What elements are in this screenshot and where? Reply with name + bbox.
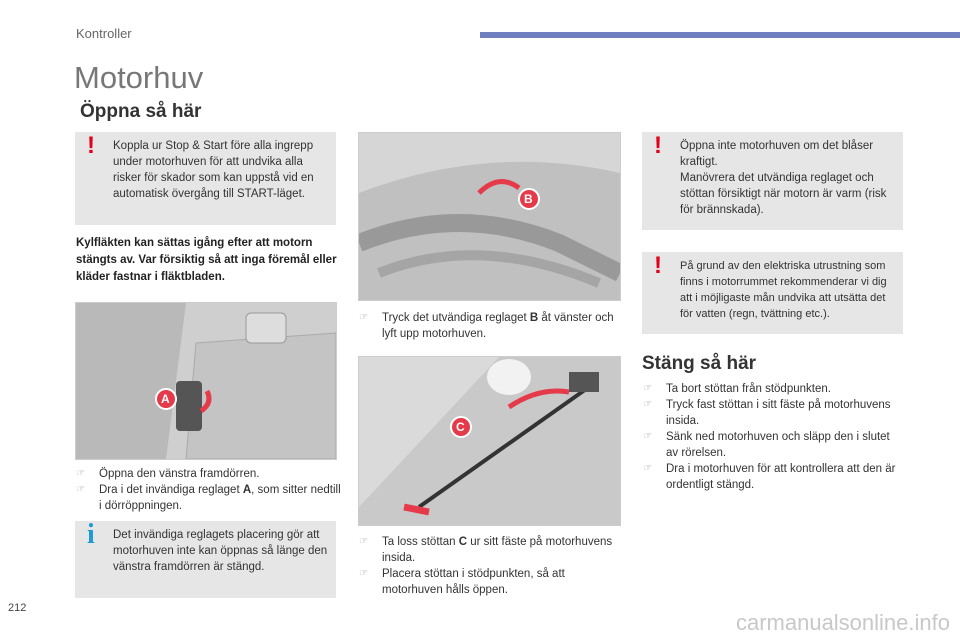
warning-icon: ! [654,252,662,279]
steps-c-list [359,534,619,598]
step-item [359,566,619,598]
step-text: Dra i motorhuven för att kontrollera att den är ordentligt stängd. [666,463,896,491]
watermark: carmanualsonline.info [735,610,950,635]
image-hood-stay [358,356,621,526]
steps-a-list [76,466,341,514]
close-steps-list [643,381,905,493]
section-header: Kontroller [76,26,132,41]
label-c: C [456,420,465,434]
hand-bullet-icon: ☞ [643,399,652,410]
step-item [76,466,341,482]
image-interior-lever [75,302,337,460]
step-item [359,310,619,342]
step-text: Sänk ned motorhuven och släpp den i slutet av rörelsen. [666,431,890,459]
warning-text: Manövrera det utvändiga reglaget och stöttan försiktigt när motorn är varm (risk för brännskada). [680,172,887,216]
step-item [643,429,905,461]
step-item [643,381,905,397]
warning-text: Koppla ur Stop & Start före alla ingrepp under motorhuven för att undvika alla risker för skador som kan uppstå vid en automatisk övergång till START-läget. [113,140,314,200]
step-text: ur sitt fäste på motorhuvens insida. [382,536,613,564]
step-text: Dra i det invändiga reglaget [99,484,243,496]
step-text: Öppna den vänstra framdörren. [99,468,260,480]
step-text: Tryck det utvändiga reglaget [382,312,530,324]
page-number: 212 [8,602,27,614]
info-icon: i [87,519,95,550]
open-heading: Öppna så här [80,101,202,122]
fan-warning: Kylfläkten kan sättas igång efter att motorn stängts av. Var försiktig så att inga föremål eller kläder fastnar i fläktbladen. [76,237,337,283]
hand-bullet-icon: ☞ [643,463,652,474]
step-text: Ta bort stöttan från stödpunkten. [666,383,831,395]
warning-box-wind [642,132,903,230]
image-exterior-lever [358,132,621,301]
step-text: åt vänster och lyft upp motorhuven. [382,312,614,340]
step-item [643,397,905,429]
hand-bullet-icon: ☞ [643,431,652,442]
warning-box-stop-start [75,132,336,225]
header-accent-bar [480,32,960,38]
hand-bullet-icon: ☞ [76,484,85,495]
hand-bullet-icon: ☞ [643,383,652,394]
warning-text: På grund av den elektriska utrustning som finns i motorrummet rekommenderar vi dig att i möjligaste mån undvika att utsätta det för vatten (regn, tvättning etc.). [680,260,887,320]
hand-bullet-icon: ☞ [359,536,368,547]
step-item [643,461,905,493]
step-key: C [458,536,468,548]
step-text: , som sitter nedtill i dörröppningen. [99,484,341,512]
close-heading: Stäng så här [642,353,757,374]
warning-box-water [642,252,903,334]
steps-b-list [359,310,619,342]
hand-bullet-icon: ☞ [76,468,85,479]
step-text: Tryck fast stöttan i sitt fäste på motorhuvens insida. [666,399,891,427]
step-item [76,482,341,514]
page-title: Motorhuv [74,60,204,95]
warning-icon: ! [87,132,95,159]
warning-text: Öppna inte motorhuven om det blåser kraftigt. [680,140,874,168]
label-a: A [161,392,170,406]
warning-icon: ! [654,132,662,159]
step-item [359,534,619,566]
label-b: B [524,192,533,206]
info-text: Det invändiga reglagets placering gör att motorhuven inte kan öppnas så länge den vänstra framdörren är stängd. [113,529,328,573]
hand-bullet-icon: ☞ [359,568,368,579]
hand-bullet-icon: ☞ [359,312,368,323]
info-box [75,521,336,598]
step-key: B [529,312,539,324]
step-key: A [242,484,252,496]
step-text: Ta loss stöttan [382,536,459,548]
step-text: Placera stöttan i stödpunkten, så att motorhuven hålls öppen. [382,568,565,596]
